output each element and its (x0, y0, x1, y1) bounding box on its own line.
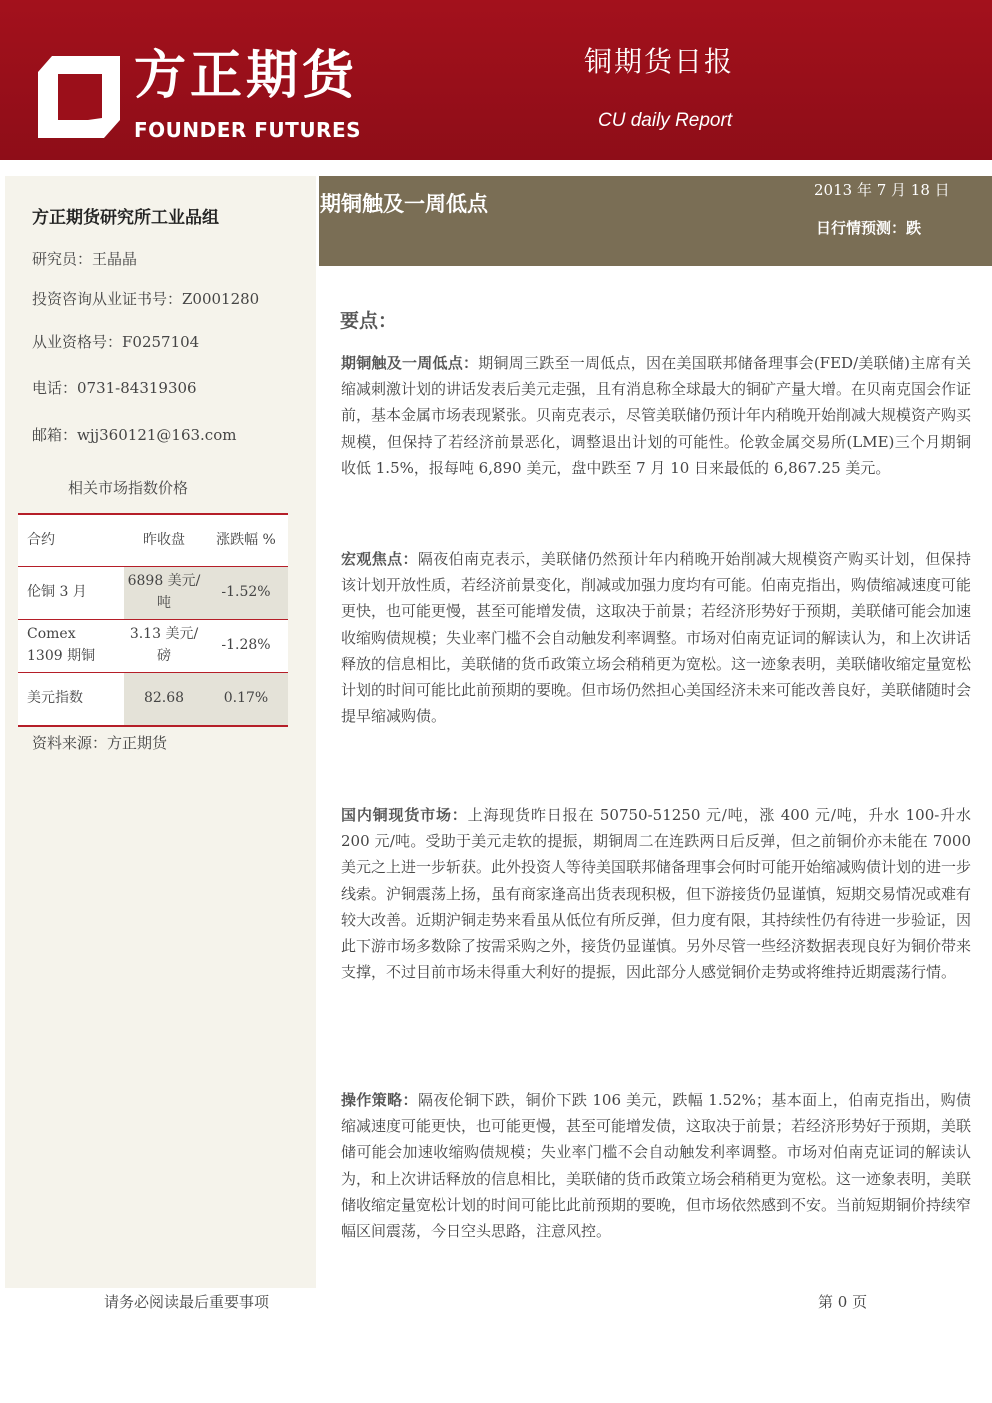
close-cell: 82.68 (124, 673, 204, 725)
phone-number: 电话：0731-84319306 (32, 379, 197, 397)
paragraph-strategy (341, 1087, 971, 1244)
change-cell: 0.17% (204, 673, 288, 725)
table-header-row (18, 515, 288, 566)
contract-cell: Comex 1309 期铜 (18, 620, 124, 672)
data-source: 资料来源：方正期货 (32, 734, 168, 752)
table-row (18, 566, 288, 619)
daily-forecast: 日行情预测：跌 (816, 219, 922, 237)
paragraph-lead: 期铜触及一周低点： (341, 354, 479, 372)
paragraph-lead: 宏观焦点： (341, 550, 418, 568)
research-group: 方正期货研究所工业品组 (32, 208, 219, 228)
market-index-title: 相关市场指数价格 (68, 479, 189, 497)
column-header-close: 昨收盘 (124, 515, 204, 566)
paragraph-lead: 操作策略： (341, 1091, 418, 1109)
table-row (18, 619, 288, 672)
logo-chinese-name: 方正期货 (134, 46, 359, 106)
contract-cell: 伦铜 3 月 (18, 567, 124, 619)
paragraph-lead: 国内铜现货市场： (341, 806, 468, 824)
column-header-contract: 合约 (18, 515, 124, 566)
logo-english-name: FOUNDER FUTURES (134, 118, 362, 142)
market-index-table (18, 513, 288, 727)
email-address: 邮箱：wjj360121@163.com (32, 426, 237, 444)
certificate-number: 投资咨询从业证书号：Z0001280 (32, 290, 260, 308)
paragraph-domestic-spot (341, 802, 971, 985)
researcher-name: 研究员：王晶晶 (32, 250, 138, 268)
report-header (0, 0, 992, 160)
paragraph-copper-low (341, 350, 971, 481)
close-cell: 3.13 美元/磅 (124, 620, 204, 672)
contract-cell: 美元指数 (18, 673, 124, 725)
qualification-number: 从业资格号：F0257104 (32, 333, 200, 351)
report-title-en: CU daily Report (598, 110, 733, 131)
table-row (18, 672, 288, 725)
report-title-cn: 铜期货日报 (584, 45, 735, 78)
column-header-change: 涨跌幅 % (204, 515, 288, 566)
headline: 期铜触及一周低点 (320, 192, 488, 216)
page-number: 第 0 页 (818, 1293, 868, 1311)
founder-logo-icon (38, 56, 120, 138)
paragraph-body: 上海现货昨日报在 50750-51250 元/吨，涨 400 元/吨，升水 100-升水 200 元/吨。受助于美元走软的提振，期铜周二在连跌两日后反弹，但之前铜价亦未能在 7000 美元之上进一步斩获。此外投资人等待美国联邦储备理事会何时可能开始缩减购债计划的进一步线索。沪铜震荡上扬，虽有商家逢高出货表现积极，但下游接货仍显谨慎，短期交易情况或难有较大改善。近期沪铜走势来看虽从低位有所反弹，但力度有限，其持续性仍有待进一步验证，因此下游市场多数除了按需采购之外，接货仍显谨慎。另外尽管一些经济数据表现良好为铜价带来支撑，不过目前市场未得重大利好的提振，因此部分人感觉铜价走势或将维持近期震荡行情。 (341, 806, 972, 982)
change-cell: -1.52% (204, 567, 288, 619)
key-points-heading: 要点： (340, 310, 398, 332)
close-cell: 6898 美元/吨 (124, 567, 204, 619)
report-date: 2013 年 7 月 18 日 (814, 181, 950, 199)
disclaimer-note: 请务必阅读最后重要事项 (104, 1293, 270, 1311)
paragraph-body: 隔夜伦铜下跌，铜价下跌 106 美元，跌幅 1.52%；基本面上，伯南克指出，购债缩减速度可能更快，也可能更慢，甚至可能增发债，这取决于前景；若经济形势好于预期，美联储可能会加速收缩购债规模；失业率门槛不会自动触发利率调整。市场对伯南克证词的解读认为，和上次讲话释放的信息相比，美联储的货币政策立场会稍稍更为宽松。这一迹象表明，美联储收缩定量宽松计划的时间可能比此前预期的要晚，但市场依然感到不安。当前短期铜价持续窄幅区间震荡，今日空头思路，注意风控。 (341, 1091, 972, 1241)
paragraph-body: 隔夜伯南克表示，美联储仍然预计年内稍晚开始削减大规模资产购买计划，但保持该计划开放性质，若经济前景变化，削减或加强力度均有可能。伯南克指出，购债缩减速度可能更快，也可能更慢，甚至可能增发债，这取决于前景；若经济形势好于预期，美联储可能会加速收缩购债规模；失业率门槛不会自动触发利率调整。市场对伯南克证词的解读认为，和上次讲话释放的信息相比，美联储的货币政策立场会稍稍更为宽松。这一迹象表明，美联储收缩定量宽松计划的时间可能比此前预期的要晚。但市场仍然担心美国经济未来可能改善良好，美联储随时会提早缩减购债。 (341, 550, 972, 726)
paragraph-body: 期铜周三跌至一周低点，因在美国联邦储备理事会(FED/美联储)主席有关缩减刺激计划的讲话发表后美元走强，且有消息称全球最大的铜矿产量大增。在贝南克国会作证前，基本金属市场表现紧张。贝南克表示，尽管美联储仍预计年内稍晚开始削减大规模资产购买规模，但保持了若经济前景恶化，调整退出计划的可能性。伦敦金属交易所(LME)三个月期铜 收低 1.5%，报每吨 6,890 美元，盘中跌至 7 月 10 日来最低的 6,867.25 美元。 (341, 354, 972, 477)
change-cell: -1.28% (204, 620, 288, 672)
paragraph-macro-focus (341, 546, 971, 729)
